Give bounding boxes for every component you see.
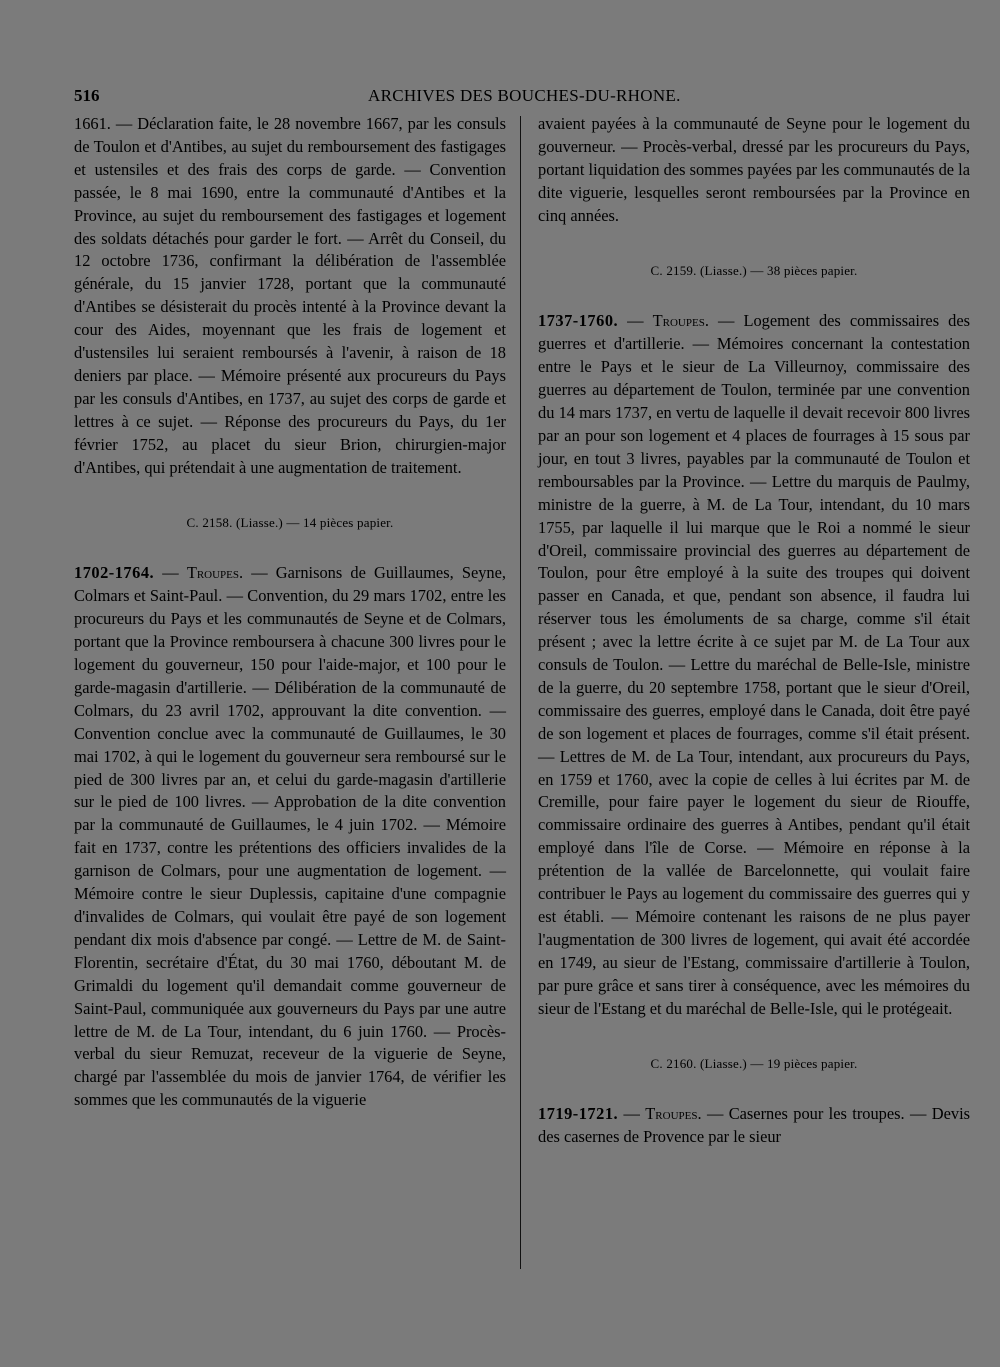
entry-dash: — xyxy=(154,563,187,583)
right-column xyxy=(538,113,970,1149)
entry-series: Troupes. xyxy=(186,563,244,583)
entry-text: — Logement des commissaires des guerres et d'artillerie. — Mémoires concernant la contestation entre le Pays et le sieur de La Villeurnoy, commissaire des guerres au département de Toulon, terminée par une convention du 14 mars 1737, en vertu de laquelle il devait recevoir 800 livres par an pour son logement et 4 places de fourrages à 15 sous par jour, en tout 3 livres, payables par la communauté de Toulon et remboursables par la Province. — Lettre du marquis de Paulmy, ministre de la guerre, à M. de La Tour, intendant, du 10 mars 1755, par laquelle il lui marque que le Roi a nommé le sieur d'Oreil, commissaire provincial des guerres au département de Toulon, pour être employé à la suite des troupes qui doivent passer en Canada, et que, pendant son absence, il faudra lui réserver tous les émoluments de sa charge, comme s'il était présent ; avec la lettre écrite à ce sujet par M. de La Tour aux consuls de Toulon. — Lettre du maréchal de Belle-Isle, ministre de la guerre, du 20 septembre 1758, portant que le sieur d'Oreil, commissaire des guerres, employé dans le Canada, doit être payé de son logement et places de fourrages, comme s'il était présent. — Lettres de M. de La Tour, intendant, aux procureurs du Pays, en 1759 et 1760, avec la copie de celles à lui écrites par M. de Cremille, pour faire payer le logement du sieur de Riouffe, commissaire ordinaire des guerres à Antibes, pendant qu'il était employé dans l'île de Corse. — Mémoire en réponse à la prétention de la vallée de Barcelonnette, qui voulait faire contribuer le Pays au logement du commissaire des guerres qui y est établi. — Mémoire contenant les raisons de ne plus payer l'augmentation de 300 livres de logement, qui avait été accordée en 1749, au sieur de l'Estang, commissaire d'artillerie à Toulon, par pure grâce et sans tirer à conséquence, avec les mémoires du sieur de l'Estang et du maréchal de Belle-Isle, qui le protégeait. xyxy=(538,311,970,1018)
entry-continuation: avaient payées à la communauté de Seyne pour le logement du gouverneur. — Procès-verbal, dressé par les procureurs du Pays, portant liquidation des sommes payées par les communautés de la dite viguerie, lesquelles seront remboursées par la Province en cinq années. xyxy=(538,114,970,225)
entry-1661: 1661. — Déclaration faite, le 28 novembre 1667, par les consuls de Toulon et d'Antibes, au sujet du remboursement des fastigages et ustensiles et des frais des corps de garde. — Convention passée, le 8 mai 1690, entre la communauté d'Antibes et la Province, au sujet du remboursement des fastigages et logement des soldats détachés pour garder le fort. — Arrêt du Conseil, du 12 octobre 1736, confirmant la délibération de l'assemblée générale, du 15 janvier 1728, portant que la communauté d'Antibes se désisterait du procès intenté à la Province devant la cour des Aides, moyennant que les frais de logement et d'ustensiles lui seraient remboursés à l'avenir, à raison de 18 deniers par place. — Mémoire présenté aux procureurs du Pays par les consuls d'Antibes, en 1737, au sujet des corps de garde et lettres à ce sujet. — Réponse des procureurs du Pays, du 1er février 1752, au placet du sieur Brion, chirurgien-major d'Antibes, qui prétendait à une augmentation de traitement. xyxy=(74,114,506,477)
page-number: 516 xyxy=(74,86,100,105)
left-column xyxy=(74,113,506,1112)
entry-series: Troupes. xyxy=(652,311,709,331)
cote-2159: C. 2159. (Liasse.) — 38 pièces papier. xyxy=(650,262,858,278)
cote-2158: C. 2158. (Liasse.) — 14 pièces papier. xyxy=(186,514,394,530)
column-divider xyxy=(520,116,521,1269)
entry-series: Troupes. xyxy=(645,1104,702,1124)
entry-text: — Garnisons de Guillaumes, Seyne, Colmars et Saint-Paul. — Convention, du 29 mars 1702, entre les procureurs du Pays et les communautés de Seyne et de Colmars, portant que la Province remboursera à chacune 300 livres pour le logement du gouverneur, 150 pour l'aide-major, et 100 pour le garde-magasin d'artillerie. — Délibération de la communauté de Colmars, du 23 avril 1702, approuvant la dite convention. — Convention conclue avec la communauté de Guillaumes, le 30 mai 1702, à qui le logement du gouverneur sera remboursé sur le pied de 300 livres par an, et celui du garde-magasin d'artillerie sur le pied de 100 livres. — Approbation de la dite convention par la communauté de Guillaumes, le 4 juin 1702. — Mémoire fait en 1737, contre les prétentions des officiers invalides de la garnison de Colmars, pour une augmentation de logement. — Mémoire contre le sieur Duplessis, capitaine d'une compagnie d'invalides de Colmars, qui voulait être payé de son logement pendant dix mois d'absence par congé. — Lettre de M. de Saint-Florentin, secrétaire d'État, du 30 mai 1760, déboutant M. de Grimaldi du logement qu'il demandait comme gouverneur de Saint-Paul, communiquée aux gouverneurs du Pays par une autre lettre de M. de La Tour, intendant, du 6 juin 1760. — Procès-verbal du sieur Remuzat, receveur de la viguerie de Seyne, chargé par l'assemblée du mois de janvier 1764, de vérifier les sommes que les communautés de la viguerie xyxy=(74,563,506,1110)
entry-2158 xyxy=(74,562,506,1112)
entry-dash: — xyxy=(618,1104,646,1124)
entry-2160 xyxy=(538,1103,970,1149)
entry-date: 1719-1721. xyxy=(538,1104,619,1124)
entry-date: 1702-1764. xyxy=(74,563,155,583)
entry-text: — Casernes pour les troupes. — Devis des casernes de Provence par le sieur xyxy=(538,1104,970,1147)
running-head: ARCHIVES DES BOUCHES-DU-RHONE. xyxy=(368,86,681,105)
entry-2159 xyxy=(538,310,970,1020)
entry-dash: — xyxy=(618,311,653,331)
cote-2160: C. 2160. (Liasse.) — 19 pièces papier. xyxy=(650,1055,858,1071)
entry-date: 1737-1760. xyxy=(538,311,619,331)
